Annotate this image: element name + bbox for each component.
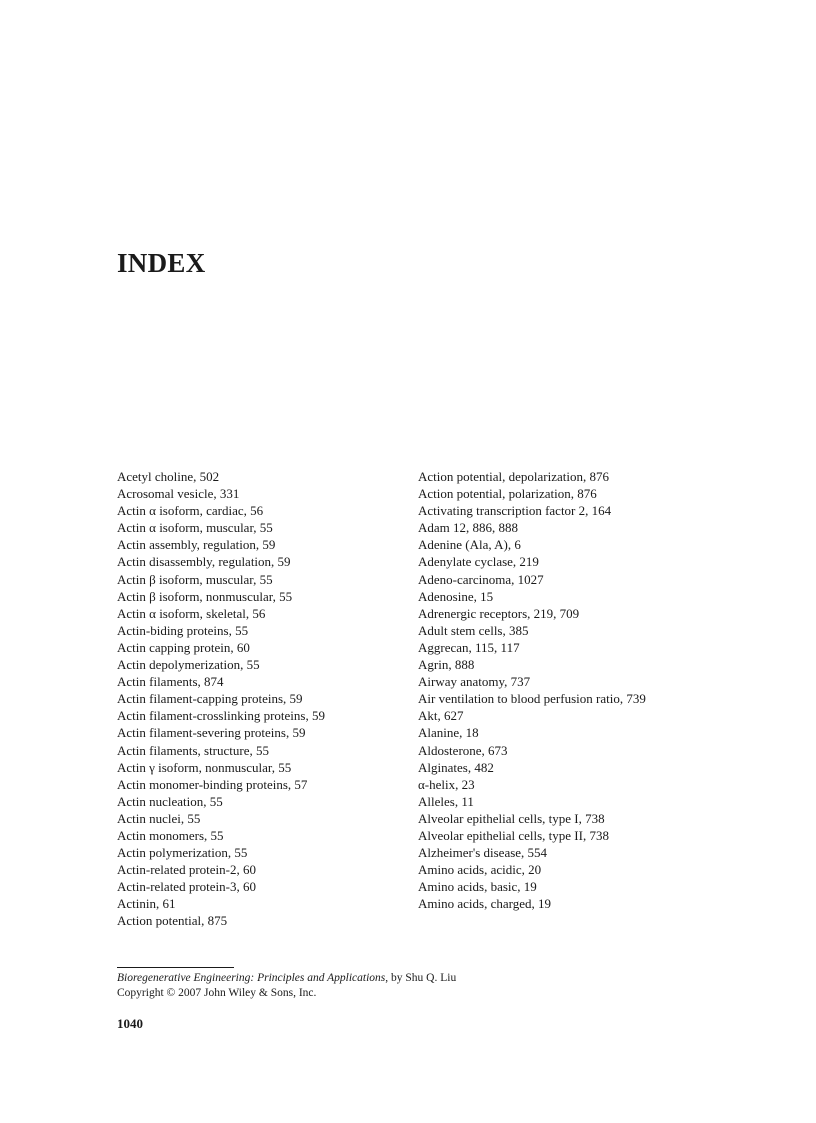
index-entry: Adeno-carcinoma, 1027 (418, 571, 544, 587)
index-entry: Actin γ isoform, nonmuscular, 55 (117, 759, 292, 775)
copyright-line: Copyright © 2007 John Wiley & Sons, Inc. (117, 987, 317, 999)
book-byline: , by Shu Q. Liu (385, 972, 457, 984)
index-entry: Actinin, 61 (117, 896, 176, 912)
index-entry: Actin nucleation, 55 (117, 793, 223, 809)
index-entry: α-helix, 23 (418, 776, 475, 792)
index-entry: Actin capping protein, 60 (117, 639, 250, 655)
index-column-left (117, 468, 407, 930)
index-entry: Action potential, depolarization, 876 (418, 469, 609, 484)
index-entry: Actin disassembly, regulation, 59 (117, 554, 291, 570)
index-entry: Actin-biding proteins, 55 (117, 622, 249, 638)
index-entry: Alveolar epithelial cells, type II, 738 (418, 827, 609, 843)
index-entry: Activating transcription factor 2, 164 (418, 503, 612, 519)
index-entry: Adenylate cyclase, 219 (418, 554, 539, 570)
index-entry: Actin filaments, structure, 55 (117, 742, 269, 758)
index-entry: Acrosomal vesicle, 331 (117, 486, 240, 502)
footnote (117, 971, 456, 1001)
index-entry: Agrin, 888 (418, 657, 475, 673)
index-entry: Amino acids, basic, 19 (418, 879, 537, 895)
index-entry: Adrenergic receptors, 219, 709 (418, 605, 580, 621)
index-entry: Aggrecan, 115, 117 (418, 639, 520, 655)
index-entry: Airway anatomy, 737 (418, 674, 531, 690)
index-entry: Actin-related protein-2, 60 (117, 862, 256, 878)
page-number: 1040 (117, 1016, 143, 1031)
index-entry: Actin filament-severing proteins, 59 (117, 725, 306, 741)
index-entry: Actin polymerization, 55 (117, 845, 248, 861)
page-title: INDEX (117, 248, 206, 278)
index-entry: Akt, 627 (418, 708, 464, 724)
book-title: Bioregenerative Engineering: Principles and Applications (117, 972, 386, 984)
index-entry: Actin depolymerization, 55 (117, 657, 260, 673)
index-entry: Actin β isoform, nonmuscular, 55 (117, 588, 293, 604)
index-entry: Actin monomer-binding proteins, 57 (117, 776, 308, 792)
index-entry: Actin filament-crosslinking proteins, 59 (117, 708, 325, 724)
index-entry: Adam 12, 886, 888 (418, 520, 519, 536)
index-entry: Actin filaments, 874 (117, 674, 224, 690)
index-column-right (418, 468, 678, 912)
index-entry: Alzheimer's disease, 554 (418, 845, 548, 861)
footnote-citation (117, 971, 456, 986)
index-entry: Adenosine, 15 (418, 588, 494, 604)
footnote-rule (117, 967, 234, 968)
index-entry: Actin α isoform, muscular, 55 (117, 520, 273, 536)
index-entry: Action potential, 875 (117, 913, 228, 929)
index-entry: Actin filament-capping proteins, 59 (117, 691, 303, 707)
index-entry: Air ventilation to blood perfusion ratio, 739 (418, 691, 646, 707)
index-entry: Amino acids, charged, 19 (418, 896, 551, 912)
index-entry: Acetyl choline, 502 (117, 469, 220, 484)
index-entry: Adult stem cells, 385 (418, 622, 529, 638)
index-entry: Alleles, 11 (418, 793, 474, 809)
index-entry: Actin nuclei, 55 (117, 810, 201, 826)
index-entry: Actin-related protein-3, 60 (117, 879, 256, 895)
index-entry: Alveolar epithelial cells, type I, 738 (418, 810, 605, 826)
index-entry: Action potential, polarization, 876 (418, 486, 597, 502)
index-entry: Adenine (Ala, A), 6 (418, 537, 521, 553)
index-entry: Actin β isoform, muscular, 55 (117, 571, 273, 587)
index-entry: Actin α isoform, cardiac, 56 (117, 503, 264, 519)
index-entry: Actin assembly, regulation, 59 (117, 537, 276, 553)
index-entry: Actin α isoform, skeletal, 56 (117, 605, 266, 621)
index-entry: Amino acids, acidic, 20 (418, 862, 542, 878)
index-entry: Alanine, 18 (418, 725, 479, 741)
index-entry: Actin monomers, 55 (117, 827, 224, 843)
index-entry: Alginates, 482 (418, 759, 494, 775)
index-entry: Aldosterone, 673 (418, 742, 508, 758)
